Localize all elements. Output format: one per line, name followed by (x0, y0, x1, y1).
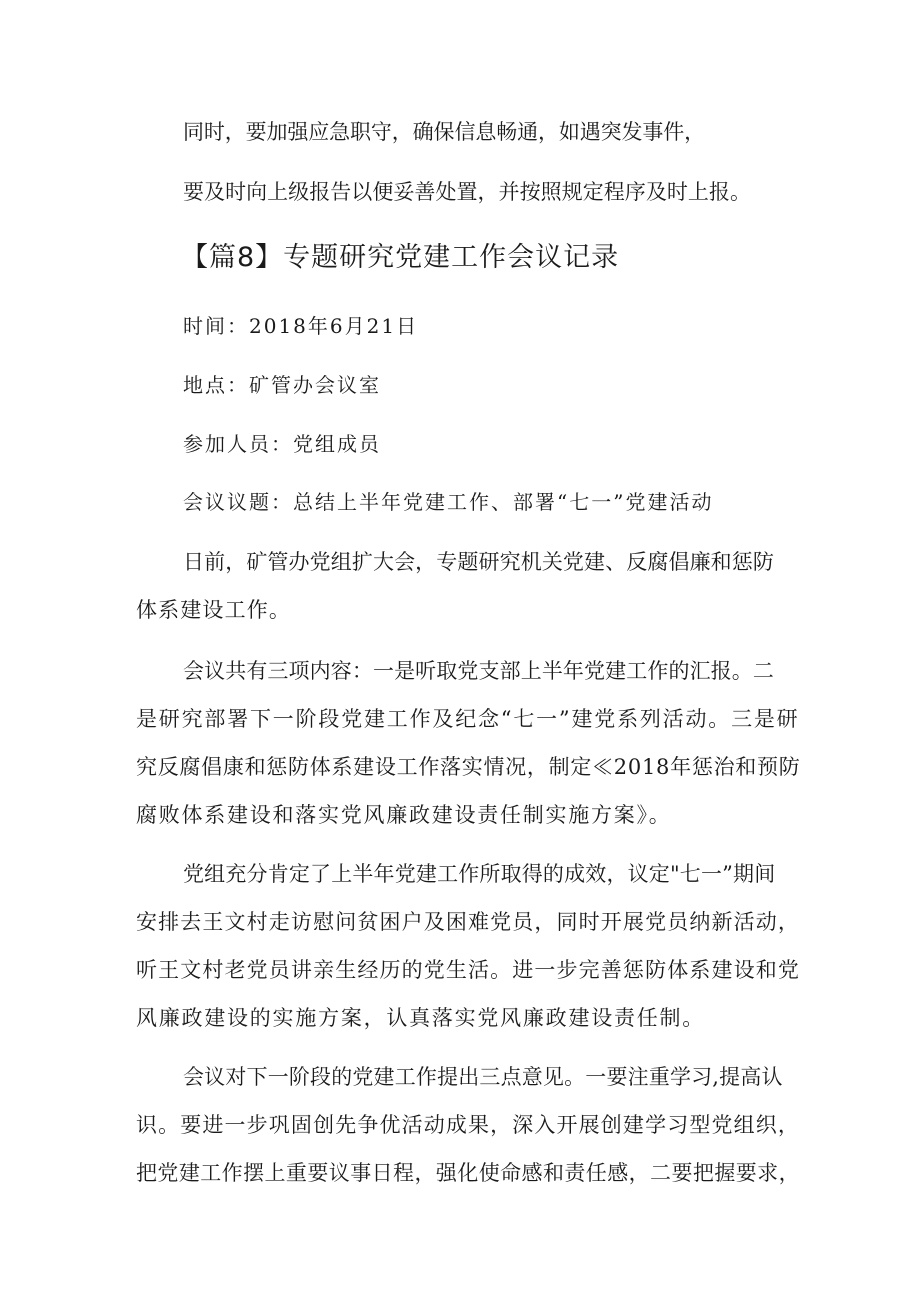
paragraph-2-line-3: 究反腐倡康和惩防体系建设工作落实情况，制定≪2018年惩治和预防 (136, 755, 801, 779)
meeting-time: 时间：2018年6月21日 (183, 314, 419, 338)
paragraph-2-line-2: 是研究部署下一阶段党建工作及纪念“七一”建党系列活动。三是研 (136, 707, 800, 731)
meeting-attendees: 参加人员：党组成员 (183, 432, 381, 456)
paragraph-4-line-1: 会议对下一阶段的党建工作提出三点意见。一要注重学习,提高认 (183, 1065, 783, 1089)
paragraph-3-line-2: 安排去王文村走访慰问贫困户及困难党员，同时开展党员纳新活动， (136, 910, 800, 934)
intro-line-2: 要及时向上级报告以便妥善处置，并按照规定程序及时上报。 (183, 180, 751, 204)
paragraph-2-line-1: 会议共有三项内容：一是听取党支部上半年党建工作的汇报。二 (183, 659, 774, 683)
meeting-place: 地点：矿管办会议室 (183, 373, 381, 397)
section-title: 【篇8】专题研究党建工作会议记录 (181, 242, 620, 273)
paragraph-1-line-2: 体系建设工作。 (136, 598, 291, 622)
paragraph-4-line-2: 识。要进一步巩固创先争优活动成果，深入开展创建学习型党组织， (136, 1113, 800, 1137)
paragraph-1-line-1: 日前，矿管办党组扩大会，专题研究机关党建、反腐倡廉和惩防 (183, 550, 774, 574)
paragraph-4-line-3: 把党建工作摆上重要议事日程，强化使命感和责任感，二要把握要求， (136, 1161, 800, 1185)
paragraph-3-line-1: 党组充分肯定了上半年党建工作所取得的成效，议定"七一”期间 (183, 862, 776, 886)
intro-line-1: 同时，要加强应急职守，确保信息畅通，如遇突发事件， (183, 120, 705, 144)
paragraph-2-line-4: 腐败体系建设和落实党风廉政建设责任制实施方案》。 (136, 803, 672, 827)
paragraph-3-line-4: 风廉政建设的实施方案，认真落实党风廉政建设责任制。 (136, 1006, 705, 1030)
meeting-topic: 会议议题：总结上半年党建工作、部署“七一”党建活动 (183, 490, 714, 514)
paragraph-3-line-3: 听王文村老党员讲亲生经历的党生活。进一步完善惩防体系建设和党 (136, 958, 800, 982)
